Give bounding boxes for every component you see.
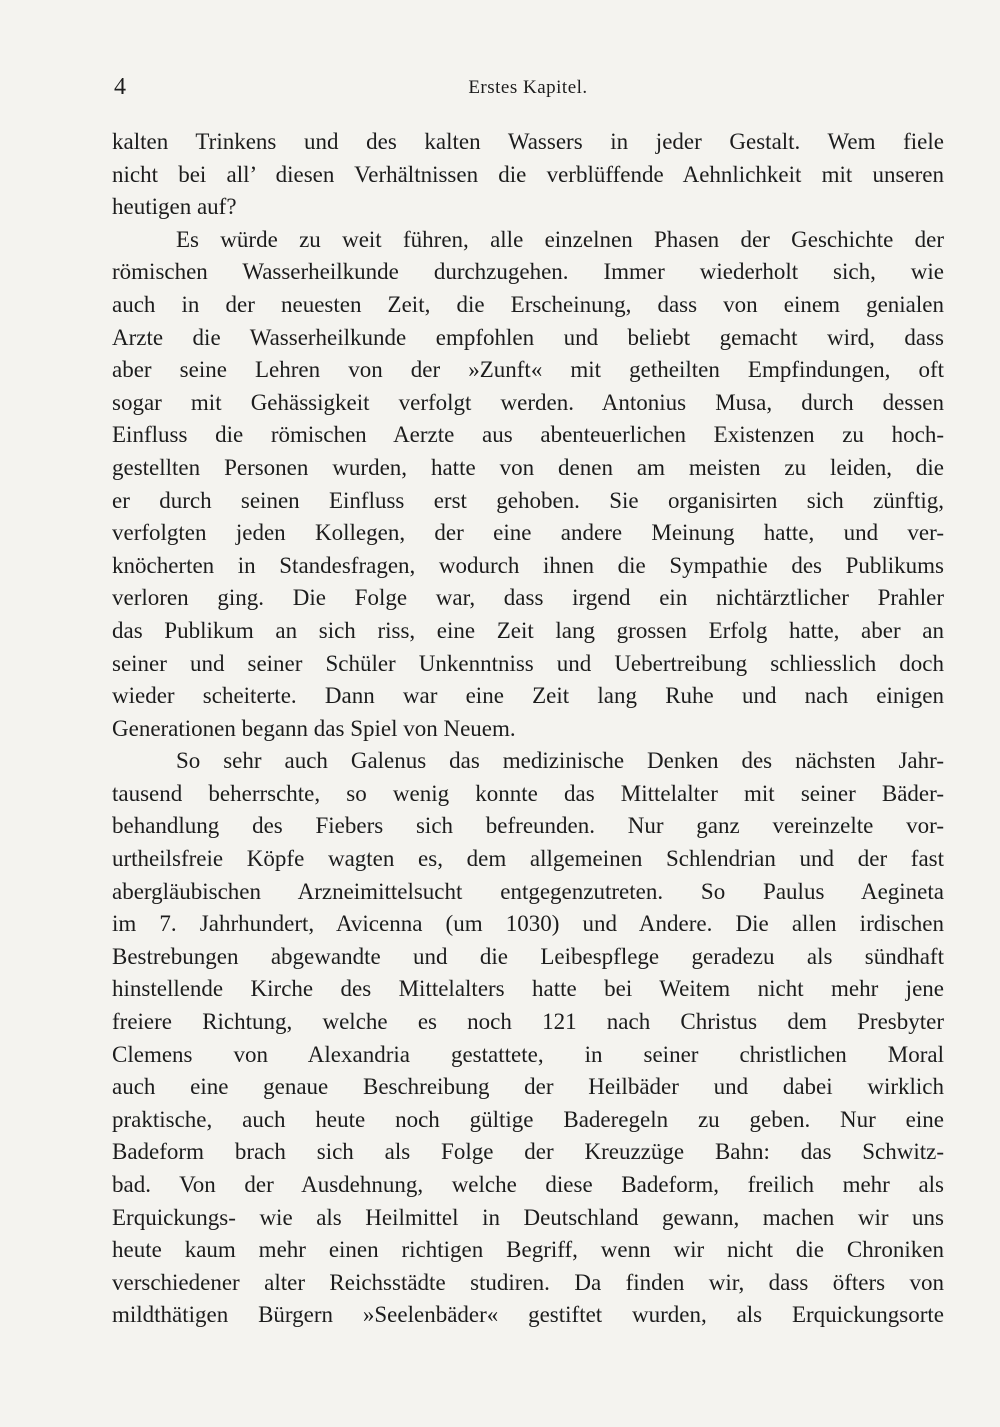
text-line: praktische, auch heute noch gültige Baderegeln zu geben. Nur eine: [112, 1106, 944, 1132]
text-line: urtheilsfreie Köpfe wagten es, dem allgemeinen Schlendrian und der fast: [112, 846, 944, 872]
text-line: im 7. Jahrhundert, Avicenna (um 1030) und Andere. Die allen irdischen: [112, 911, 944, 937]
body-text: [112, 126, 944, 1332]
text-line: Generationen begann das Spiel von Neuem.: [112, 715, 516, 741]
text-line: römischen Wasserheilkunde durchzugehen. Immer wiederholt sich, wie: [112, 259, 944, 285]
text-line: abergläubischen Arzneimittelsucht entgegenzutreten. So Paulus Aegineta: [112, 878, 944, 904]
text-line: Erquickungs- wie als Heilmittel in Deutschland gewann, machen wir uns: [112, 1204, 944, 1230]
running-head: Erstes Kapitel.: [468, 77, 588, 98]
text-line: auch eine genaue Beschreibung der Heilbäder und dabei wirklich: [112, 1074, 944, 1100]
text-line: Bestrebungen abgewandte und die Leibespflege geradezu als sündhaft: [112, 943, 944, 969]
text-line: verfolgten jeden Kollegen, der eine andere Meinung hatte, und ver-: [112, 520, 944, 546]
text-line: Arzte die Wasserheilkunde empfohlen und beliebt gemacht wird, dass: [112, 324, 944, 350]
text-line: heutigen auf?: [112, 194, 237, 220]
text-line: hinstellende Kirche des Mittelalters hatte bei Weitem nicht mehr jene: [112, 976, 944, 1002]
text-line: Einfluss die römischen Aerzte aus abenteuerlichen Existenzen zu hoch-: [112, 422, 944, 448]
text-line: aber seine Lehren von der »Zunft« mit getheilten Empfindungen, oft: [112, 357, 944, 383]
text-line: kalten Trinkens und des kalten Wassers in jeder Gestalt. Wem fiele: [112, 129, 944, 154]
page-header: [112, 72, 944, 102]
text-line: behandlung des Fiebers sich befreunden. Nur ganz vereinzelte vor-: [112, 813, 944, 839]
text-line: freiere Richtung, welche es noch 121 nach Christus dem Presbyter: [112, 1009, 944, 1035]
text-line: So sehr auch Galenus das medizinische Denken des nächsten Jahr-: [176, 748, 944, 774]
text-line: sogar mit Gehässigkeit verfolgt werden. Antonius Musa, durch dessen: [112, 389, 944, 415]
text-line: Es würde zu weit führen, alle einzelnen Phasen der Geschichte der: [176, 226, 944, 252]
page-number: 4: [114, 74, 126, 100]
text-line: tausend beherrschte, so wenig konnte das Mittelalter mit seiner Bäder-: [112, 780, 944, 806]
text-line: nicht bei all’ diesen Verhältnissen die verblüffende Aehnlichkeit mit unseren: [112, 161, 944, 187]
text-line: heute kaum mehr einen richtigen Begriff, wenn wir nicht die Chroniken: [112, 1237, 944, 1263]
text-line: bad. Von der Ausdehnung, welche diese Badeform, freilich mehr als: [112, 1172, 944, 1197]
text-line: verloren ging. Die Folge war, dass irgend ein nichtärztlicher Prahler: [112, 585, 944, 611]
text-line: mildthätigen Bürgern »Seelenbäder« gestiftet wurden, als Erquickungsorte: [112, 1302, 944, 1328]
text-line: gestellten Personen wurden, hatte von denen am meisten zu leiden, die: [112, 454, 944, 480]
text-line: Clemens von Alexandria gestattete, in seiner christlichen Moral: [112, 1041, 944, 1067]
text-line: auch in der neuesten Zeit, die Erscheinung, dass von einem genialen: [112, 291, 944, 317]
text-line: verschiedener alter Reichsstädte studiren. Da finden wir, dass öfters von: [112, 1269, 944, 1295]
text-line: Badeform brach sich als Folge der Kreuzzüge Bahn: das Schwitz-: [112, 1139, 944, 1165]
text-line: wieder scheiterte. Dann war eine Zeit lang Ruhe und nach einigen: [112, 683, 944, 709]
text-line: knöcherten in Standesfragen, wodurch ihnen die Sympathie des Publikums: [112, 552, 944, 578]
text-line: das Publikum an sich riss, eine Zeit lang grossen Erfolg hatte, aber an: [112, 617, 944, 643]
text-line: er durch seinen Einfluss erst gehoben. Sie organisirten sich zünftig,: [112, 487, 944, 513]
text-line: seiner und seiner Schüler Unkenntniss und Uebertreibung schliesslich doch: [112, 650, 944, 676]
